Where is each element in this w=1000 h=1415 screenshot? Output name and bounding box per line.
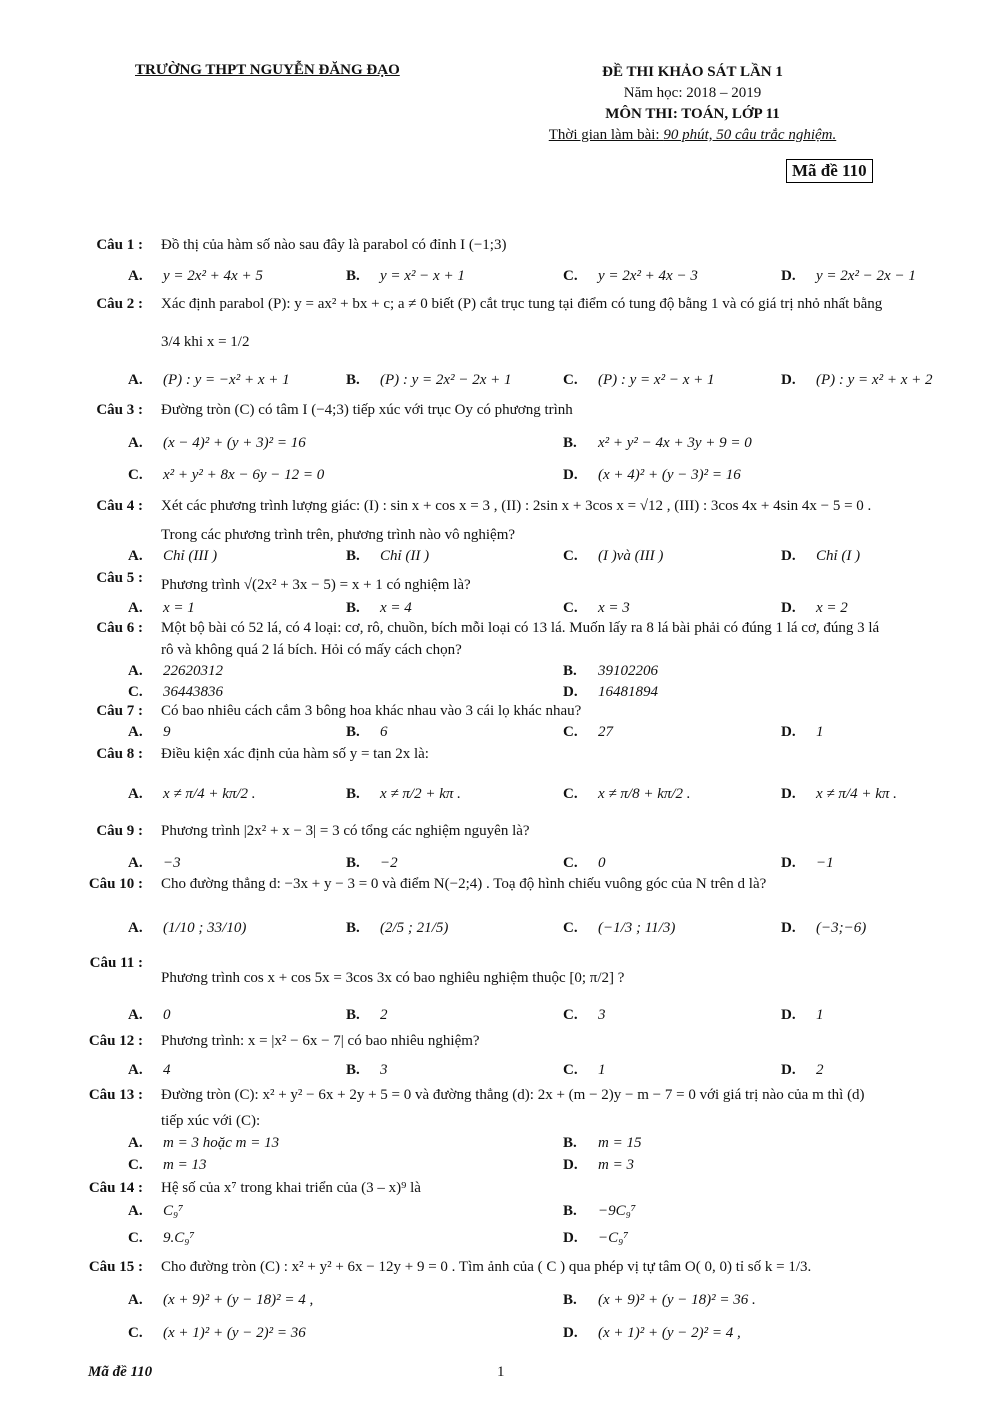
option-letter: A. <box>128 435 143 451</box>
option-text: x = 3 <box>598 600 630 616</box>
option-text: 3 <box>380 1062 388 1078</box>
question-stem: Một bộ bài có 52 lá, có 4 loại: cơ, rô, chuồn, bích mỗi loại có 13 lá. Muốn lấy ra 8 lá bài phải có đúng 1 lá cơ, đúng 3 lá <box>161 620 880 636</box>
option-letter: A. <box>128 268 143 284</box>
option-letter: D. <box>781 1062 796 1078</box>
option-text: (P) : y = x² + x + 2 <box>816 372 933 388</box>
question-label: Câu 1 : <box>96 237 143 253</box>
option-letter: D. <box>563 1230 578 1246</box>
question-stem: Cho đường thẳng d: −3x + y − 3 = 0 và điểm N(−2;4) . Toạ độ hình chiếu vuông góc của N trên d là? <box>161 876 767 892</box>
option-letter: C. <box>563 372 578 388</box>
option-text: x² + y² + 8x − 6y − 12 = 0 <box>163 467 325 483</box>
option-text: (1/10 ; 33/10) <box>163 920 247 936</box>
option-letter: D. <box>781 920 796 936</box>
option-text: 9.C₉⁷ <box>163 1230 195 1246</box>
exam-subject: MÔN THI: TOÁN, LỚP 11 <box>605 106 780 122</box>
option-text: (−3;−6) <box>816 920 867 936</box>
option-text: 4 <box>163 1062 171 1078</box>
option-letter: A. <box>128 1007 143 1023</box>
question-label: Câu 2 : <box>96 296 143 312</box>
option-letter: D. <box>781 786 796 802</box>
option-letter: C. <box>563 855 578 871</box>
option-text: x ≠ π/4 + kπ . <box>816 786 897 802</box>
option-text: y = 2x² + 4x + 5 <box>163 268 263 284</box>
option-letter: B. <box>563 663 577 679</box>
option-text: Chỉ (II ) <box>380 548 430 564</box>
option-letter: A. <box>128 600 143 616</box>
question-stem: Trong các phương trình trên, phương trình nào vô nghiệm? <box>161 527 516 543</box>
option-text: 3 <box>598 1007 606 1023</box>
option-text: (x + 1)² + (y − 2)² = 4 , <box>598 1325 741 1341</box>
option-letter: B. <box>563 1135 577 1151</box>
question-label: Câu 9 : <box>96 823 143 839</box>
option-text: y = 2x² + 4x − 3 <box>598 268 698 284</box>
option-letter: B. <box>346 920 360 936</box>
school-year: Năm học: 2018 – 2019 <box>623 85 762 101</box>
option-text: Chỉ (III ) <box>163 548 218 564</box>
option-text: 1 <box>816 724 824 740</box>
option-letter: D. <box>563 1325 578 1341</box>
option-letter: B. <box>346 372 360 388</box>
option-letter: B. <box>346 548 360 564</box>
school-name: TRƯỜNG THPT NGUYỄN ĐĂNG ĐẠO <box>135 62 400 78</box>
question-stem: Đồ thị của hàm số nào sau đây là parabol có đỉnh I (−1;3) <box>161 237 507 253</box>
option-letter: A. <box>128 1135 143 1151</box>
option-letter: A. <box>128 855 143 871</box>
option-text: m = 3 hoặc m = 13 <box>163 1135 280 1151</box>
option-letter: C. <box>128 1157 143 1173</box>
option-letter: B. <box>346 268 360 284</box>
option-text: (I )và (III ) <box>598 548 664 564</box>
option-letter: B. <box>346 855 360 871</box>
option-text: 36443836 <box>163 684 223 700</box>
option-letter: C. <box>563 1062 578 1078</box>
option-text: 9 <box>163 724 171 740</box>
option-text: 2 <box>380 1007 388 1023</box>
option-text: (x + 9)² + (y − 18)² = 36 . <box>598 1292 756 1308</box>
exam-code-box: Mã đề 110 <box>786 159 873 183</box>
option-text: m = 15 <box>598 1135 642 1151</box>
option-text: y = x² − x + 1 <box>380 268 465 284</box>
option-text: 6 <box>380 724 388 740</box>
option-letter: D. <box>781 855 796 871</box>
option-letter: D. <box>563 467 578 483</box>
question-stem: Điều kiện xác định của hàm số y = tan 2x là: <box>161 746 429 762</box>
option-letter: A. <box>128 663 143 679</box>
question-stem: Phương trình cos x + cos 5x = 3cos 3x có bao nghiêu nghiệm thuộc [0; π/2] ? <box>161 970 625 986</box>
option-letter: C. <box>563 786 578 802</box>
option-letter: A. <box>128 920 143 936</box>
option-text: x ≠ π/8 + kπ/2 . <box>598 786 691 802</box>
question-stem: tiếp xúc với (C): <box>161 1113 261 1129</box>
option-letter: B. <box>346 600 360 616</box>
option-text: x ≠ π/4 + kπ/2 . <box>163 786 256 802</box>
option-text: −1 <box>816 855 834 871</box>
option-text: 2 <box>816 1062 824 1078</box>
option-letter: C. <box>128 1325 143 1341</box>
option-text: −2 <box>380 855 398 871</box>
question-label: Câu 3 : <box>96 402 143 418</box>
option-letter: A. <box>128 548 143 564</box>
option-letter: C. <box>563 920 578 936</box>
option-text: −9C₉⁷ <box>598 1203 637 1219</box>
question-stem: 3/4 khi x = 1/2 <box>161 334 250 350</box>
question-label: Câu 10 : <box>88 876 143 892</box>
question-stem: Phương trình √(2x² + 3x − 5) = x + 1 có nghiệm là? <box>161 577 471 593</box>
option-letter: B. <box>346 1062 360 1078</box>
option-letter: C. <box>128 684 143 700</box>
exam-time <box>510 125 875 146</box>
option-text: (x + 1)² + (y − 2)² = 36 <box>163 1325 306 1341</box>
option-text: (x + 4)² + (y − 3)² = 16 <box>598 467 741 483</box>
option-text: m = 13 <box>163 1157 207 1173</box>
question-stem: Đường tròn (C): x² + y² − 6x + 2y + 5 = 0 và đường thẳng (d): 2x + (m − 2)y − m − 7 = 0 với giá trị nào của m thì (d) <box>161 1087 865 1103</box>
option-text: y = 2x² − 2x − 1 <box>816 268 916 284</box>
option-text: (P) : y = x² − x + 1 <box>598 372 715 388</box>
option-letter: B. <box>563 1292 577 1308</box>
exam-time-value: 90 phút, 50 câu trắc nghiệm. <box>663 127 837 143</box>
option-text: 1 <box>816 1007 824 1023</box>
question-stem: Phương trình: x = |x² − 6x − 7| có bao nhiêu nghiệm? <box>161 1033 480 1049</box>
question-label: Câu 11 : <box>89 955 143 971</box>
option-text: (x + 9)² + (y − 18)² = 4 , <box>163 1292 314 1308</box>
exam-header <box>510 62 875 146</box>
option-text: 1 <box>598 1062 606 1078</box>
option-letter: C. <box>128 1230 143 1246</box>
question-stem: Đường tròn (C) có tâm I (−4;3) tiếp xúc với trục Oy có phương trình <box>161 402 573 418</box>
option-text: (P) : y = −x² + x + 1 <box>163 372 290 388</box>
question-label: Câu 14 : <box>88 1180 143 1196</box>
question-stem: rô và không quá 2 lá bích. Hỏi có mấy cách chọn? <box>161 642 462 658</box>
question-stem: Cho đường tròn (C) : x² + y² + 6x − 12y + 9 = 0 . Tìm ảnh của ( C ) qua phép vị tự tâm O( 0, 0) tỉ số k = 1/3. <box>161 1259 812 1275</box>
option-letter: C. <box>563 600 578 616</box>
option-text: 0 <box>163 1007 171 1023</box>
exam-title: ĐỀ THI KHẢO SÁT LẦN 1 <box>602 64 783 80</box>
option-text: x = 4 <box>380 600 412 616</box>
option-letter: A. <box>128 724 143 740</box>
question-stem: Phương trình |2x² + x − 3| = 3 có tổng các nghiệm nguyên là? <box>161 823 530 839</box>
option-text: (P) : y = 2x² − 2x + 1 <box>380 372 512 388</box>
option-text: 16481894 <box>598 684 658 700</box>
option-text: 0 <box>598 855 606 871</box>
option-letter: D. <box>781 724 796 740</box>
option-letter: D. <box>563 684 578 700</box>
question-label: Câu 6 : <box>96 620 143 636</box>
option-text: x² + y² − 4x + 3y + 9 = 0 <box>598 435 752 451</box>
option-text: (−1/3 ; 11/3) <box>598 920 676 936</box>
option-letter: B. <box>346 786 360 802</box>
question-label: Câu 5 : <box>96 570 143 586</box>
exam-time-prefix: Thời gian làm bài: <box>548 127 664 143</box>
option-text: −3 <box>163 855 181 871</box>
option-letter: D. <box>781 372 796 388</box>
question-stem: Có bao nhiêu cách cắm 3 bông hoa khác nhau vào 3 cái lọ khác nhau? <box>161 703 582 719</box>
option-letter: D. <box>781 1007 796 1023</box>
question-stem: Xét các phương trình lượng giác: (I) : sin x + cos x = 3 , (II) : 2sin x + 3cos x = √12 , (III) : 3cos 4x + 4sin 4x − 5 = 0 . <box>161 498 872 514</box>
option-letter: A. <box>128 1292 143 1308</box>
option-text: (2/5 ; 21/5) <box>380 920 449 936</box>
option-text: 27 <box>598 724 613 740</box>
question-label: Câu 8 : <box>96 746 143 762</box>
option-letter: D. <box>781 548 796 564</box>
question-stem: Xác định parabol (P): y = ax² + bx + c; a ≠ 0 biết (P) cắt trục tung tại điểm có tung độ bằng 1 và có giá trị nhỏ nhất bằng <box>161 296 883 312</box>
option-letter: C. <box>563 724 578 740</box>
option-letter: C. <box>128 467 143 483</box>
question-stem: Hệ số của x⁷ trong khai triển của (3 – x)⁹ là <box>161 1180 421 1196</box>
option-letter: A. <box>128 786 143 802</box>
option-letter: C. <box>563 1007 578 1023</box>
option-text: Chỉ (I ) <box>816 548 861 564</box>
option-letter: C. <box>563 268 578 284</box>
question-label: Câu 15 : <box>88 1259 143 1275</box>
option-letter: D. <box>781 268 796 284</box>
option-text: −C₉⁷ <box>598 1230 629 1246</box>
option-letter: B. <box>563 435 577 451</box>
option-text: C₉⁷ <box>163 1203 184 1219</box>
question-label: Câu 13 : <box>88 1087 143 1103</box>
option-letter: A. <box>128 1062 143 1078</box>
option-text: 22620312 <box>163 663 223 679</box>
option-letter: B. <box>346 1007 360 1023</box>
option-text: (x − 4)² + (y + 3)² = 16 <box>163 435 306 451</box>
option-letter: D. <box>563 1157 578 1173</box>
footer-exam-code: Mã đề 110 <box>88 1364 153 1380</box>
question-label: Câu 12 : <box>88 1033 143 1049</box>
option-letter: B. <box>346 724 360 740</box>
option-text: m = 3 <box>598 1157 634 1173</box>
option-text: x = 2 <box>816 600 848 616</box>
option-letter: C. <box>563 548 578 564</box>
option-text: x = 1 <box>163 600 195 616</box>
option-letter: A. <box>128 1203 143 1219</box>
option-text: x ≠ π/2 + kπ . <box>380 786 461 802</box>
option-letter: D. <box>781 600 796 616</box>
question-label: Câu 7 : <box>96 703 143 719</box>
page-number: 1 <box>497 1364 505 1380</box>
question-label: Câu 4 : <box>96 498 143 514</box>
option-text: 39102206 <box>598 663 658 679</box>
option-letter: B. <box>563 1203 577 1219</box>
option-letter: A. <box>128 372 143 388</box>
